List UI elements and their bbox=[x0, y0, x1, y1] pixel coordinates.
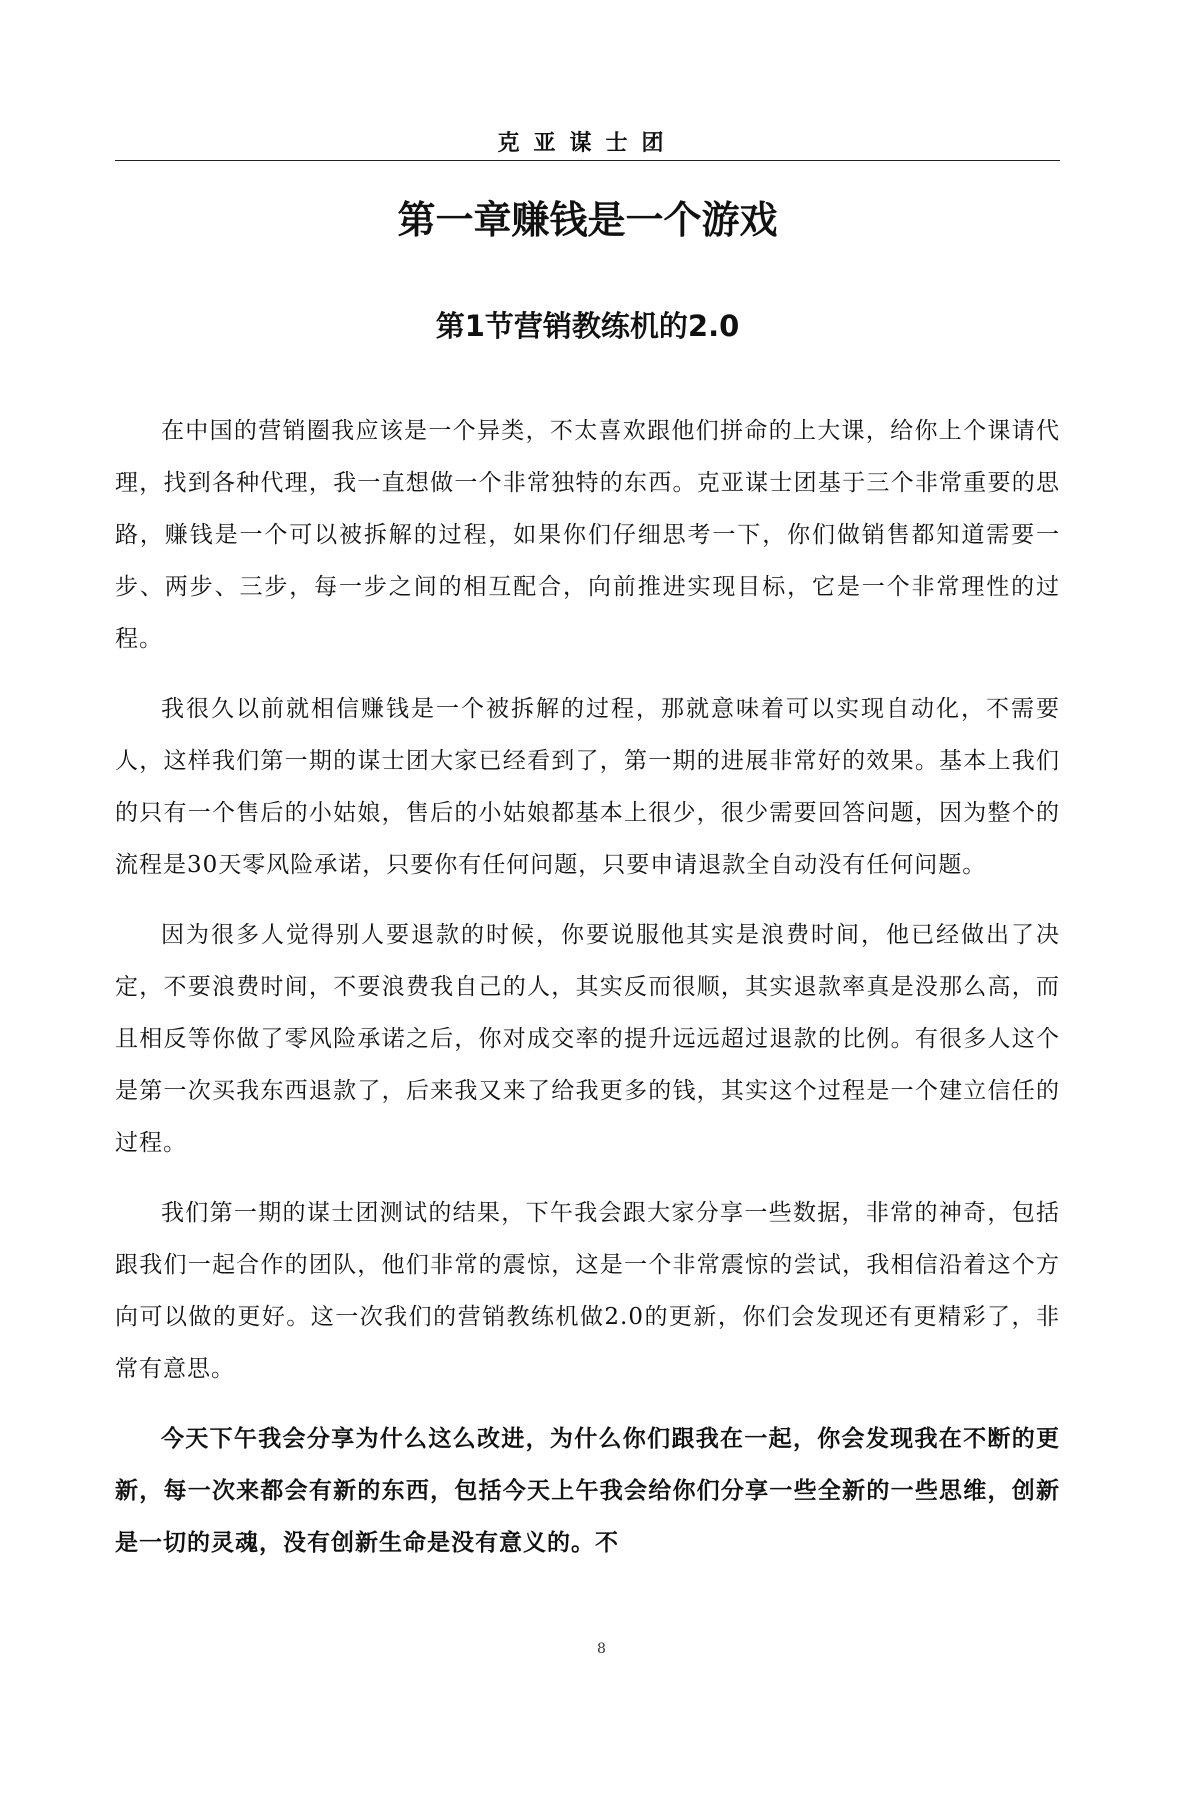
section-title: 第1节营销教练机的2.0 bbox=[435, 309, 740, 343]
running-header: 克亚谋士团 bbox=[115, 130, 1060, 161]
body-text bbox=[115, 405, 1060, 1587]
page-number: 8 bbox=[597, 1641, 606, 1657]
paragraph: 我很久以前就相信赚钱是一个被拆解的过程，那就意味着可以实现自动化，不需要人，这样我们第一期的谋士团大家已经看到了，第一期的进展非常好的效果。基本上我们的只有一个售后的小姑娘，售后的小姑娘都基本上很少，很少需要回答问题，因为整个的流程是30天零风险承诺，只要你有任何问题，只要申请退款全自动没有任何问题。 bbox=[115, 696, 1060, 878]
paragraph: 在中国的营销圈我应该是一个异类，不太喜欢跟他们拼命的上大课，给你上个课请代理，找到各种代理，我一直想做一个非常独特的东西。克亚谋士团基于三个非常重要的思路，赚钱是一个可以被拆解的过程，如果你们仔细思考一下，你们做销售都知道需要一步、两步、三步，每一步之间的相互配合，向前推进实现目标，它是一个非常理性的过程。 bbox=[115, 418, 1060, 652]
bold-paragraph: 今天下午我会分享为什么这么改进，为什么你们跟我在一起，你会发现我在不断的更新，每一次来都会有新的东西，包括今天上午我会给你们分享一些全新的一些思维，创新是一切的灵魂，没有创新生命是没有意义的。不 bbox=[115, 1426, 1060, 1556]
paragraph: 因为很多人觉得别人要退款的时候，你要说服他其实是浪费时间，他已经做出了决定，不要浪费时间，不要浪费我自己的人，其实反而很顺，其实退款率真是没那么高，而且相反等你做了零风险承诺之后，你对成交率的提升远远超过退款的比例。有很多人这个是第一次买我东西退款了，后来我又来了给我更多的钱，其实这个过程是一个建立信任的过程。 bbox=[115, 922, 1060, 1156]
chapter-title: 第一章赚钱是一个游戏 bbox=[397, 198, 778, 242]
paragraph: 我们第一期的谋士团测试的结果，下午我会跟大家分享一些数据，非常的神奇，包括跟我们一起合作的团队，他们非常的震惊，这是一个非常震惊的尝试，我相信沿着这个方向可以做的更好。这一次我们的营销教练机做2.0的更新，你们会发现还有更精彩了，非常有意思。 bbox=[115, 1200, 1060, 1382]
